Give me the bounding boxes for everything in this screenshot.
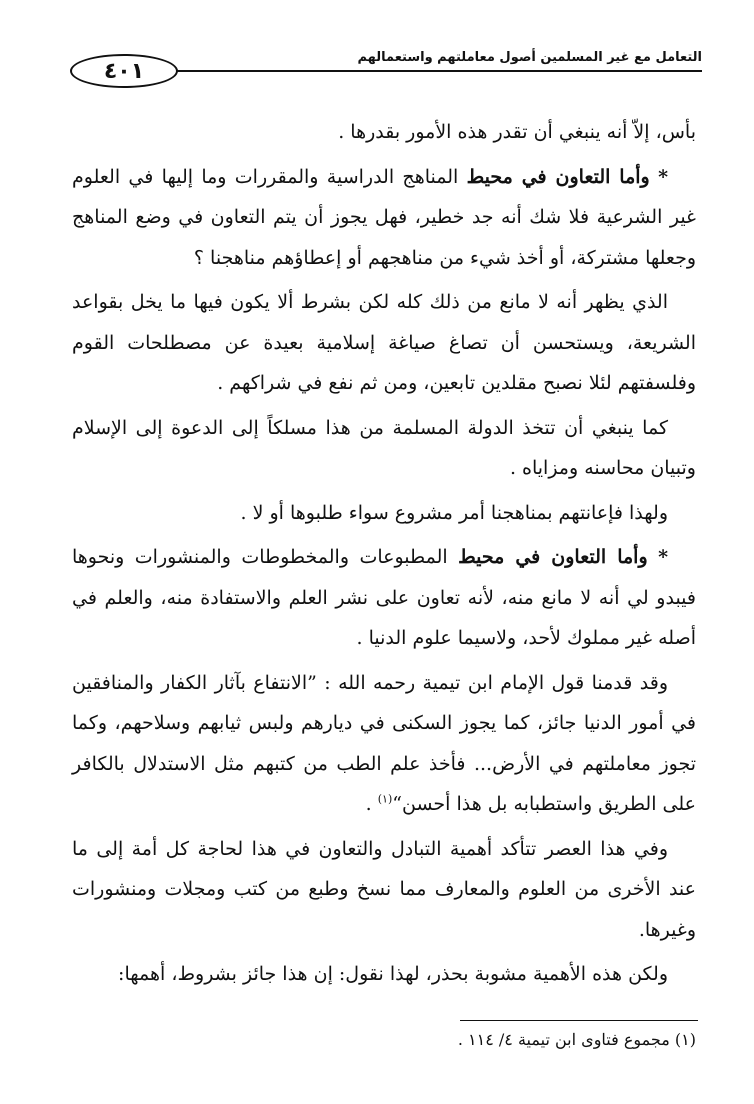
page-number: ٤٠١ (70, 54, 178, 88)
bullet-star: * (658, 165, 668, 188)
footnote (458, 1028, 696, 1052)
paragraph-lead: وأما التعاون في محيط (466, 165, 650, 188)
header-rule (172, 70, 702, 72)
paragraph: بأس، إلاّ أنه ينبغي أن تقدر هذه الأمور بقدرها . (338, 121, 696, 143)
paragraph: * وأما التعاون في محيط المطبوعات والمخطوطات والمنشورات ونحوها فيبدو لي أنه لا مانع منه، لأنه تعاون على نشر العلم والاستفادة منه، والعلم في أصله غير مملوك لأحد، ولاسيما علوم الدنيا . (72, 546, 696, 649)
footnote-text: مجموع فتاوى ابن تيمية ٤/ ١١٤ . (457, 1030, 670, 1049)
running-header (56, 48, 702, 92)
paragraph: كما ينبغي أن تتخذ الدولة المسلمة من هذا مسلكاً إلى الدعوة إلى الإسلام وتبيان محاسنه ومزاياه . (72, 416, 696, 479)
paragraph-lead: وأما التعاون في محيط (458, 546, 648, 568)
paragraph: وفي هذا العصر تتأكد أهمية التبادل والتعاون في هذا لحاجة كل أمة إلى ما عند الأخرى من العلوم والمعارف مما نسخ وطبع من كتب ومجلات ومنشورات وغيرها. (72, 837, 696, 941)
running-title: التعامل مع غير المسلمين أصول معاملتهم واستعمالهم (351, 50, 702, 65)
paragraph: وقد قدمنا قول الإمام ابن تيمية رحمه الله : ”الانتفاع بآثار الكفار والمنافقين في أمور الدنيا جائز، كما يجوز السكنى في ديارهم ولبس ثيابهم وسلاحهم، وكما تجوز معاملتهم في الأرض... فأخذ علم الطب من كتبهم مثل الاستدلال بالكافر على الطريق واستطبابه بل هذا أحسن“$^{(١)}$ . (72, 671, 696, 815)
paragraph: * وأما التعاون في محيط المناهج الدراسية والمقررات وما إليها في العلوم غير الشرعية فلا شك أنه جد خطير، فهل يجوز أن يتم التعاون في وضع المناهج وجعلها مشتركة، أو أخذ شيء من مناهجهم أو إعطاؤهم مناهجنا ؟ (72, 165, 696, 269)
bullet-star: * (658, 546, 669, 568)
paragraph: ولهذا فإعانتهم بمناهجنا أمر مشروع سواء طلبوها أو لا . (240, 501, 668, 524)
paragraph: ولكن هذه الأهمية مشوبة بحذر، لهذا نقول: إن هذا جائز بشروط، أهمها: (118, 963, 668, 985)
body-text (72, 112, 696, 999)
paragraph: الذي يظهر أنه لا مانع من ذلك كله لكن بشرط ألا يكون فيها ما يخل بقواعد الشريعة، ويستحسن أن تصاغ صياغة إسلامية بعيدة عن مصطلحات القوم وفلسفتهم لئلا نصبح مقلدين تابعين، ومن ثم نفع في شراكهم . (72, 291, 696, 394)
footnote-marker: (١) (674, 1030, 696, 1049)
footnote-ref: (١) (377, 792, 393, 806)
footnote-rule (460, 1020, 698, 1021)
